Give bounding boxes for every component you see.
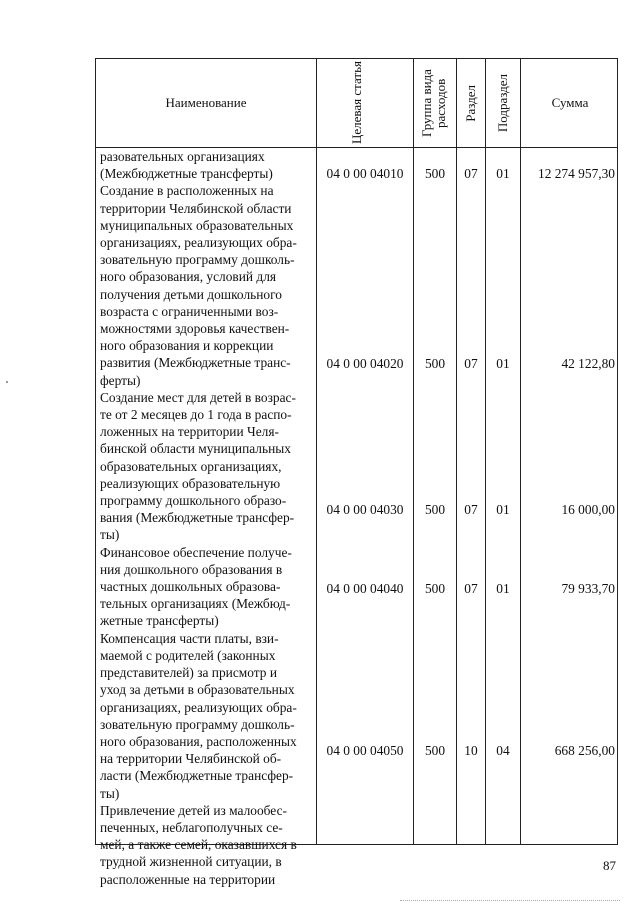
name-line: Создание в расположенных на	[100, 183, 274, 199]
group-cell: 500	[424, 166, 446, 181]
name-line: Привлечение детей из малообес-	[100, 802, 287, 818]
subsection-cell: 01	[496, 166, 510, 181]
name-line: на территории Челябинской об-	[100, 751, 282, 767]
page-number: 87	[603, 858, 616, 873]
subsection-cell: 01	[496, 581, 510, 596]
name-line: те от 2 месяцев до 1 года в распо-	[100, 407, 292, 423]
name-line: программу дошкольного образо-	[100, 493, 287, 509]
name-line: уход за детьми в образовательных	[100, 682, 295, 698]
name-line: тельных организациях (Межбюд-	[100, 596, 291, 612]
name-line: ласти (Межбюджетные трансфер-	[100, 768, 294, 784]
name-line: зовательную программу дошколь-	[100, 716, 295, 732]
section-cell: 07	[464, 502, 478, 517]
name-line: получения детьми дошкольного	[100, 286, 282, 302]
name-line: разовательных организациях	[100, 149, 265, 164]
name-line: ния дошкольного образования в	[100, 561, 283, 577]
header-sum-label: Сумма	[551, 95, 589, 110]
name-line: ты)	[100, 785, 120, 801]
subsection-cell: 04	[496, 743, 510, 758]
name-line: трудной жизненной ситуации, в	[100, 854, 282, 870]
sum-cell: 79 933,70	[561, 581, 615, 596]
name-line: ты)	[100, 527, 120, 543]
name-line: развития (Межбюджетные транс-	[100, 355, 291, 371]
name-line: Создание мест для детей в возрас-	[100, 389, 296, 405]
code-cell: 04 0 00 04040	[326, 581, 404, 596]
section-cell: 07	[464, 356, 478, 371]
group-cell: 500	[424, 356, 446, 371]
name-line: мей, а также семей, оказавшихся в	[100, 837, 297, 853]
header-subsection-label: Подраздел	[495, 73, 510, 133]
header-group	[414, 59, 456, 147]
name-line: ного образования, расположенных	[100, 733, 297, 749]
name-text	[100, 148, 316, 888]
header-name	[96, 59, 316, 147]
sum-cell: 42 122,80	[561, 356, 615, 371]
name-line: маемой с родителей (законных	[100, 647, 276, 663]
header-code-label: Целевая статья	[349, 61, 364, 145]
name-line: частных дошкольных образова-	[100, 579, 281, 595]
header-section	[457, 59, 485, 147]
code-cell: 04 0 00 04020	[326, 356, 404, 371]
header-name-label: Наименование	[165, 95, 247, 110]
code-cell: 04 0 00 04010	[326, 166, 404, 181]
name-line: ного образования, условий для	[100, 269, 277, 285]
group-cell: 500	[424, 581, 446, 596]
subsection-cell: 01	[496, 356, 510, 371]
name-line: реализующих образовательную	[100, 475, 281, 491]
name-line: печенных, неблагополучных се-	[100, 819, 283, 835]
name-line: можностями здоровья качествен-	[100, 321, 290, 337]
name-line: жетные трансферты)	[100, 613, 219, 629]
name-line: ферты)	[100, 372, 141, 388]
section-cell: 10	[464, 743, 478, 758]
section-cell: 07	[464, 581, 478, 596]
header-subsection	[486, 59, 520, 147]
name-line: ложенных на территории Челя-	[100, 424, 279, 440]
name-line: Компенсация части платы, взи-	[100, 630, 279, 646]
name-line: представителей) за присмотр и	[100, 665, 277, 681]
name-line: муниципальных образовательных	[100, 217, 294, 233]
name-line: вания (Межбюджетные трансфер-	[100, 510, 295, 526]
code-cell: 04 0 00 04030	[326, 502, 404, 517]
footer-rule	[400, 900, 620, 901]
header-section-label: Раздел	[463, 84, 478, 122]
subsection-cell: 01	[496, 502, 510, 517]
name-line: организациях, реализующих обра-	[100, 235, 297, 251]
header-group-label: Группа вида расходов	[419, 69, 448, 137]
section-cell: 07	[464, 166, 478, 181]
name-line: территории Челябинской области	[100, 200, 292, 216]
name-line: организациях, реализующих обра-	[100, 699, 297, 715]
name-line: зовательную программу дошколь-	[100, 252, 295, 268]
name-line: (Межбюджетные трансферты)	[100, 166, 273, 182]
header-code	[317, 59, 413, 147]
name-line: ного образования и коррекции	[100, 338, 274, 354]
name-line: возраста с ограниченными воз-	[100, 303, 279, 319]
code-cell: 04 0 00 04050	[326, 743, 404, 758]
group-cell: 500	[424, 743, 446, 758]
header-sum	[521, 59, 619, 147]
scan-speck	[6, 381, 8, 383]
group-cell: 500	[424, 502, 446, 517]
name-line: бинской области муниципальных	[100, 441, 291, 457]
sum-cell: 16 000,00	[561, 502, 615, 517]
name-line: расположенные на территории	[100, 871, 276, 887]
sum-cell: 668 256,00	[554, 743, 615, 758]
name-line: Финансовое обеспечение получе-	[100, 544, 292, 560]
sum-cell: 12 274 957,30	[538, 166, 615, 181]
name-line: образовательных организациях,	[100, 458, 282, 474]
